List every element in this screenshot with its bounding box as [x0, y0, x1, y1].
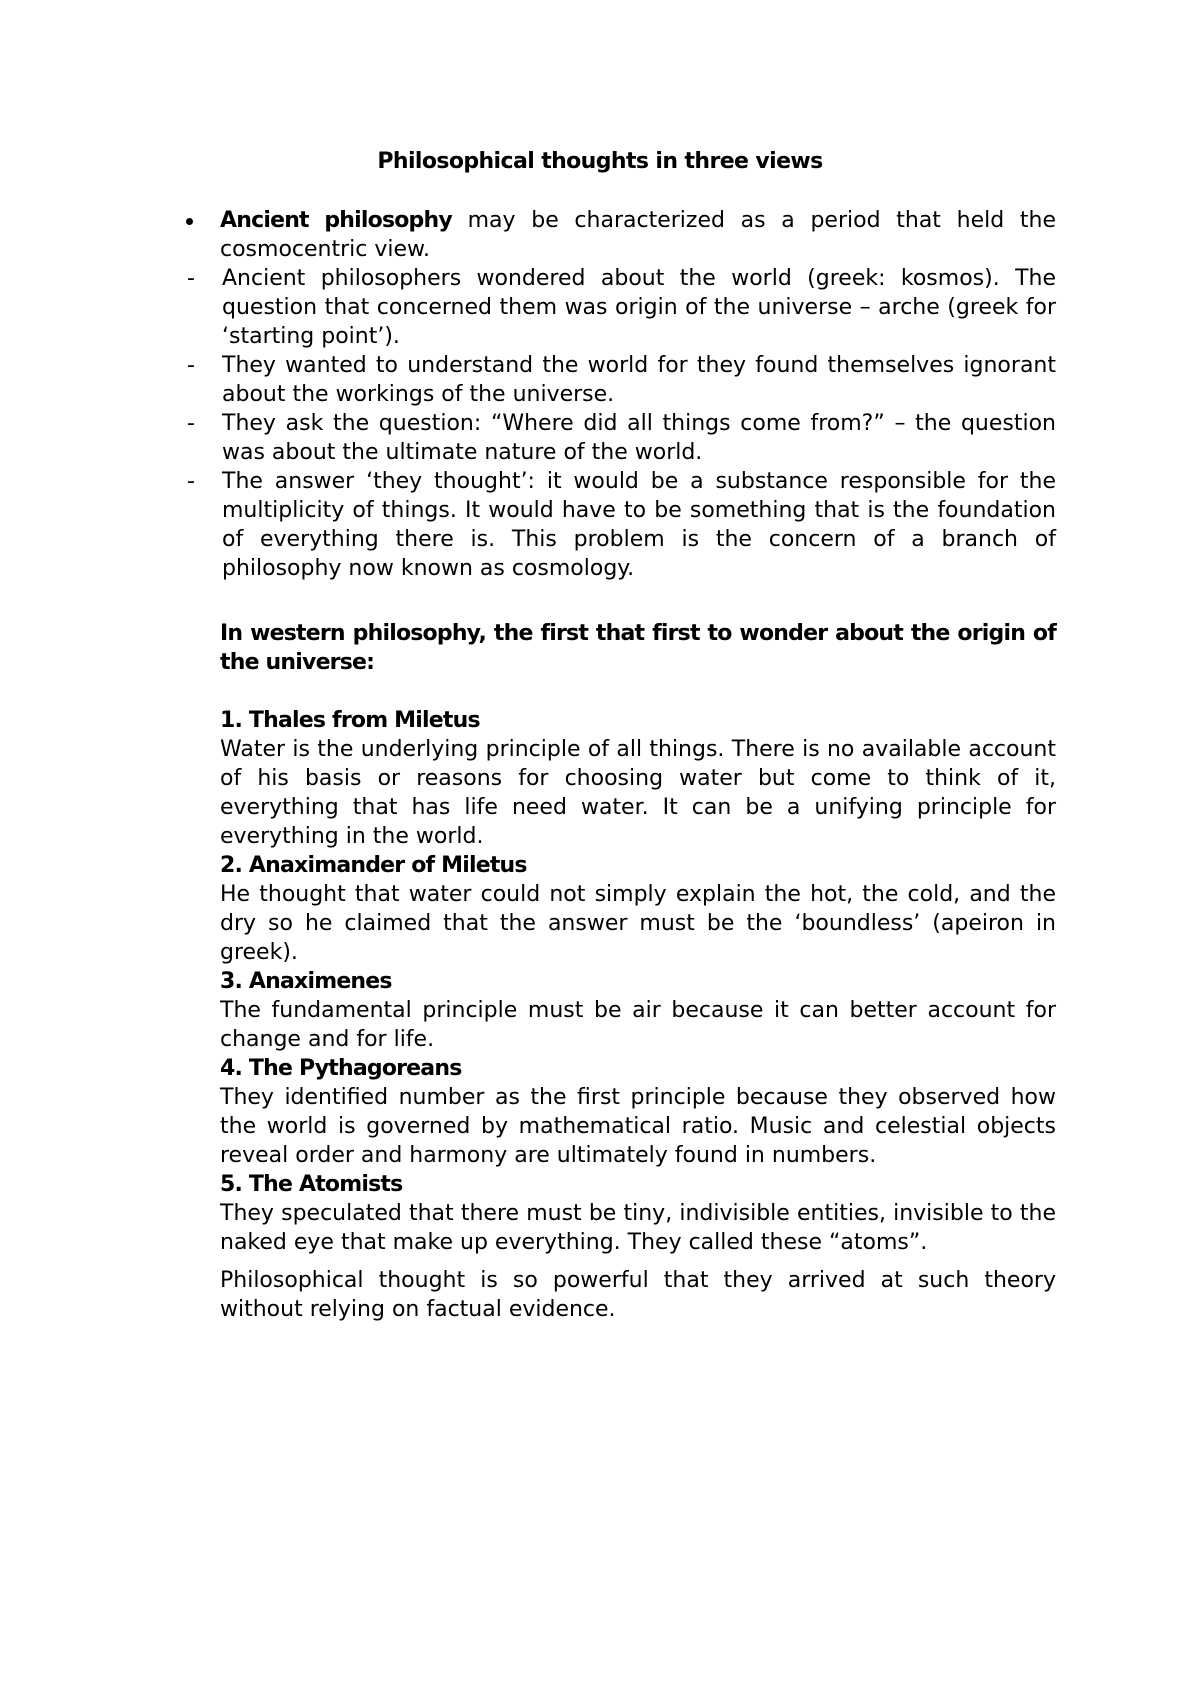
philosopher-entry-thales	[220, 706, 1056, 851]
dash-item-text: The answer ‘they thought’: it would be a substance responsible for the multiplicity of things. It would have to be something that is the foundation of everything there is. This problem is the concern of a branch of philosophy now known as cosmology.	[222, 469, 1056, 581]
dash-marker: -	[187, 353, 195, 378]
entry-text: They speculated that there must be tiny, indivisible entities, invisible to the naked eye that make up everything. They called these “atoms”.	[220, 1201, 1056, 1255]
dash-item	[186, 351, 1056, 409]
ancient-philosophy-bullet	[186, 206, 1056, 583]
entry-title: 1. Thales from Miletus	[220, 708, 480, 733]
philosopher-entry-anaximenes	[220, 967, 1056, 1054]
dash-marker: -	[187, 469, 195, 494]
bullet-text: may be characterized as a period that held the cosmocentric view.	[220, 208, 1056, 262]
philosopher-entry-anaximander	[220, 851, 1056, 967]
entry-text: Water is the underlying principle of all things. There is no available account of his basis or reasons for choosing water but come to think of it, everything that has life need water. It can be a unifying principle for everything in the world.	[220, 737, 1056, 849]
dash-marker: -	[187, 266, 195, 291]
dash-item-text: They wanted to understand the world for they found themselves ignorant about the workings of the universe.	[222, 353, 1056, 407]
entry-title: 2. Anaximander of Miletus	[220, 853, 527, 878]
bullet-term: Ancient philosophy	[220, 208, 452, 233]
closing-paragraph: Philosophical thought is so powerful that they arrived at such theory without relying on factual evidence.	[220, 1268, 1056, 1322]
entry-title: 5. The Atomists	[220, 1172, 403, 1197]
dash-item	[186, 409, 1056, 467]
entry-text: They identified number as the first principle because they observed how the world is governed by mathematical ratio. Music and celestial objects reveal order and harmony are ultimately found in numbers.	[220, 1085, 1056, 1168]
dash-item-text: Ancient philosophers wondered about the world (greek: kosmos). The question that concerned them was origin of the universe – arche (greek for ‘starting point’).	[222, 266, 1056, 349]
bullet-item	[186, 206, 1056, 264]
dash-item	[186, 264, 1056, 351]
entry-title: 4. The Pythagoreans	[220, 1056, 462, 1081]
philosopher-entry-atomists	[220, 1170, 1056, 1257]
dash-marker: -	[187, 411, 195, 436]
philosopher-entry-pythagoreans	[220, 1054, 1056, 1170]
entry-title: 3. Anaximenes	[220, 969, 392, 994]
dash-list	[186, 264, 1056, 583]
entry-text: He thought that water could not simply explain the hot, the cold, and the dry so he claimed that the answer must be the ‘boundless’ (apeiron in greek).	[220, 882, 1056, 965]
philosophers-list	[220, 706, 1056, 1257]
closing-block	[220, 1266, 1056, 1324]
section-heading-block	[220, 619, 1056, 677]
section-heading: In western philosophy, the first that first to wonder about the origin of the universe:	[220, 621, 1056, 675]
dash-item-text: They ask the question: “Where did all things come from?” – the question was about the ultimate nature of the world.	[222, 411, 1056, 465]
bullet-dot-icon	[186, 218, 193, 225]
dash-item	[186, 467, 1056, 583]
entry-text: The fundamental principle must be air because it can better account for change and for life.	[220, 998, 1056, 1052]
page-title: Philosophical thoughts in three views	[377, 149, 823, 174]
